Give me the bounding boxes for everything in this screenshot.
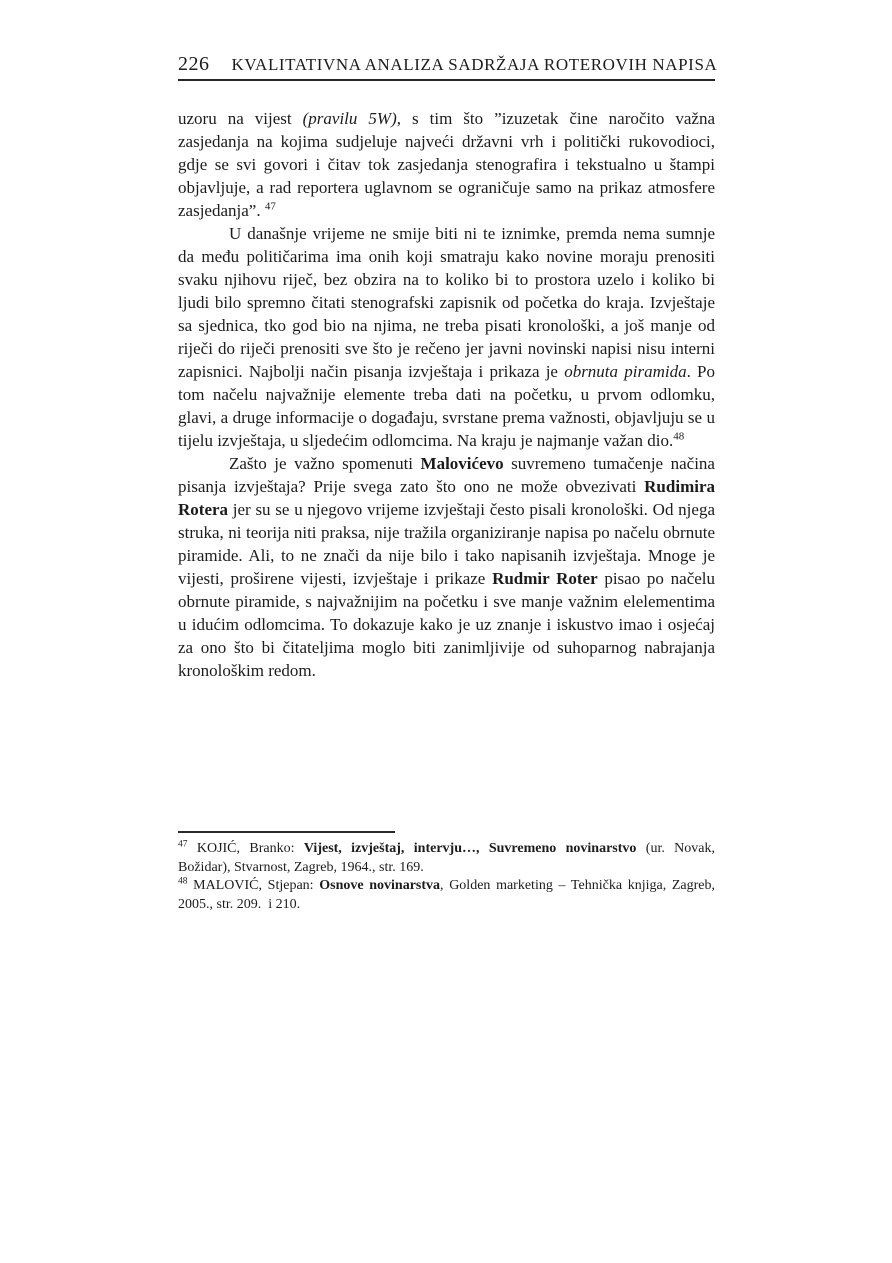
text-run: Malovićevo (420, 454, 504, 473)
text-run: KOJIĆ, Branko: (187, 841, 304, 856)
text-run: (ur. Novak, Božidar), Stvarnost, Zagreb, 1964., str. 169. (178, 841, 716, 875)
text-run: pisao po načelu obrnute piramide, s najvažnijim na početku i sve manje važnim elelementima u idućim odlomcima. To dokazuje kako je uz znanje i iskustvo imao i osjećaj za ono što bi čitateljima moglo biti zanimljivije od suhoparnog nabrajanja kronološkim redom. (178, 569, 716, 680)
text-run: obrnuta piramida (564, 362, 687, 381)
text-run: , Golden marketing – Tehnička knjiga, Zagreb, 2005., str. 209. i 210. (178, 878, 716, 912)
page-number: 226 (178, 53, 210, 75)
footnote-marker: 48 (178, 876, 188, 887)
text-run: U današnje vrijeme ne smije biti ni te iznimke, premda nema sumnje da među političarima ima onih koji smatraju kako novine moraju prenositi svaku njihovu riječ, bez obzira na to koliko bi to prostora uzelo i koliko bi ljudi bilo spremno čitati stenografski zapisnik od početka do kraja. Izvještaje sa sjednica, tko god bio na njima, ne treba pisati kronološki, a još manje od riječi do riječi prenositi sve što je rečeno jer javni novinski napisi nisu interni zapisnici. Najbolji način pisanja izvještaja i prikaza je (178, 224, 715, 381)
footnote (178, 877, 715, 914)
paragraph (178, 107, 715, 222)
text-run: , s tim što ”izuzetak čine naročito važna zasjedanja na kojima sudjeluje najveći državni vrh i politički rukovodioci, gdje se svi govori i čitav tok zasjedanja stenografira i tekstualno u štampi objavljuje, a rad reportera uglavnom se ograničuje samo na prikaz atmosfere zasjedanja”. (178, 109, 715, 220)
footnote-list (178, 840, 715, 914)
footnote-marker: 47 (178, 839, 188, 850)
text-run: uzoru na vijest (178, 109, 303, 128)
text-run: jer su se u njegovo vrijeme izvještaji često pisali kronološki. Od njega struka, ni teorija niti praksa, nije tražila organiziranje napisa po načelu obrnute piramide. Ali, to ne znači da nije bilo i tako napisanih izvještaja. Mnoge je vijesti, proširene vijesti, izvještaje i prikaze (178, 500, 715, 588)
text-run: Rudimira Rotera (178, 477, 715, 519)
footnote-reference: 48 (673, 430, 685, 443)
text-run: Rudmir Roter (492, 569, 598, 588)
page-header (178, 53, 718, 81)
footnote-separator-rule (178, 831, 395, 833)
footnotes-section (178, 831, 715, 914)
text-run (480, 841, 489, 856)
text-run: Suvremeno novinarstvo (488, 841, 637, 856)
text-run: MALOVIĆ, Stjepan: (187, 878, 320, 893)
text-run: (pravilu 5W) (302, 109, 397, 128)
paragraph (178, 222, 715, 452)
footnote-reference: 47 (264, 200, 276, 213)
paragraph (178, 452, 715, 682)
text-run: suvremeno tumačenje načina pisanja izvještaja? Prije svega zato što ono ne može obvezivati (178, 454, 715, 496)
text-run: Zašto je važno spomenuti (229, 454, 421, 473)
running-head-title: KVALITATIVNA ANALIZA SADRŽAJA ROTEROVIH NAPISA (231, 55, 718, 74)
text-run: Vijest, izvještaj, intervju…, (303, 841, 480, 856)
text-run: . Po tom načelu najvažnije elemente treba dati na početku, u prvom odlomku, glavi, a druge informacije o događaju, svrstane prema važnosti, objavljuju se u tijelu izvještaja, u sljedećim odlomcima. Na kraju je najmanje važan dio. (178, 362, 715, 450)
text-run: Osnove novinarstva (319, 878, 441, 893)
body-text (178, 107, 715, 682)
footnote (178, 840, 715, 877)
